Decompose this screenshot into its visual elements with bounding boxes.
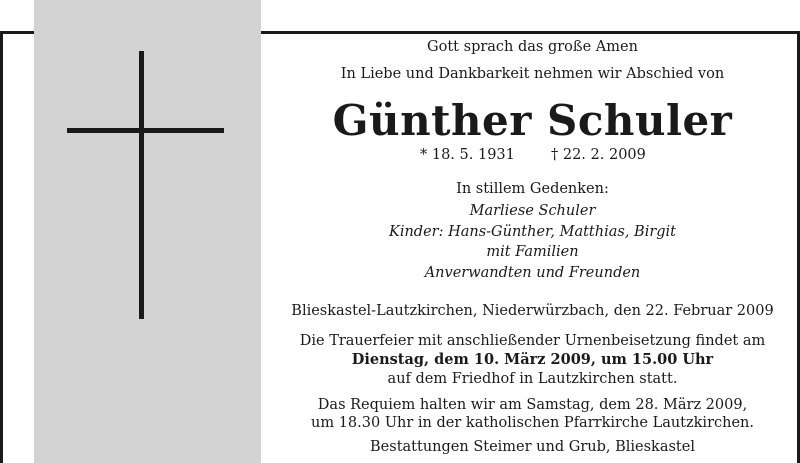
- mourner-line: Kinder: Hans-Günther, Matthias, Birgit: [388, 224, 677, 240]
- cross-horizontal-beam: [67, 128, 224, 133]
- mourner-line: Anverwandten und Freunden: [424, 265, 641, 281]
- undertaker: Bestattungen Steimer und Grub, Blieskastel: [370, 439, 695, 455]
- deceased-name: Günther Schuler: [332, 96, 733, 145]
- verse: Gott sprach das große Amen: [427, 39, 638, 55]
- mourner-line: mit Familien: [486, 244, 579, 260]
- cross-panel: [34, 0, 261, 463]
- cross-vertical-beam: [139, 51, 144, 319]
- death-date: † 22. 2. 2009: [551, 147, 646, 163]
- funeral-location: auf dem Friedhof in Lautzkirchen statt.: [387, 371, 678, 387]
- mourner-line: Marliese Schuler: [469, 203, 596, 219]
- funeral-info: Die Trauerfeier mit anschließender Urnenbeisetzung findet am: [299, 333, 766, 349]
- mourners-heading: In stillem Gedenken:: [456, 181, 609, 197]
- requiem-info: Das Requiem halten wir am Samstag, dem 28. März 2009,: [317, 397, 748, 413]
- funeral-date: Dienstag, dem 10. März 2009, um 15.00 Uhr: [351, 351, 714, 368]
- requiem-location: um 18.30 Uhr in der katholischen Pfarrkirche Lautzkirchen.: [311, 415, 754, 431]
- birth-date: * 18. 5. 1931: [420, 147, 515, 163]
- intro-text: In Liebe und Dankbarkeit nehmen wir Abschied von: [340, 66, 725, 82]
- place-date: Blieskastel-Lautzkirchen, Niederwürzbach, den 22. Februar 2009: [291, 303, 774, 319]
